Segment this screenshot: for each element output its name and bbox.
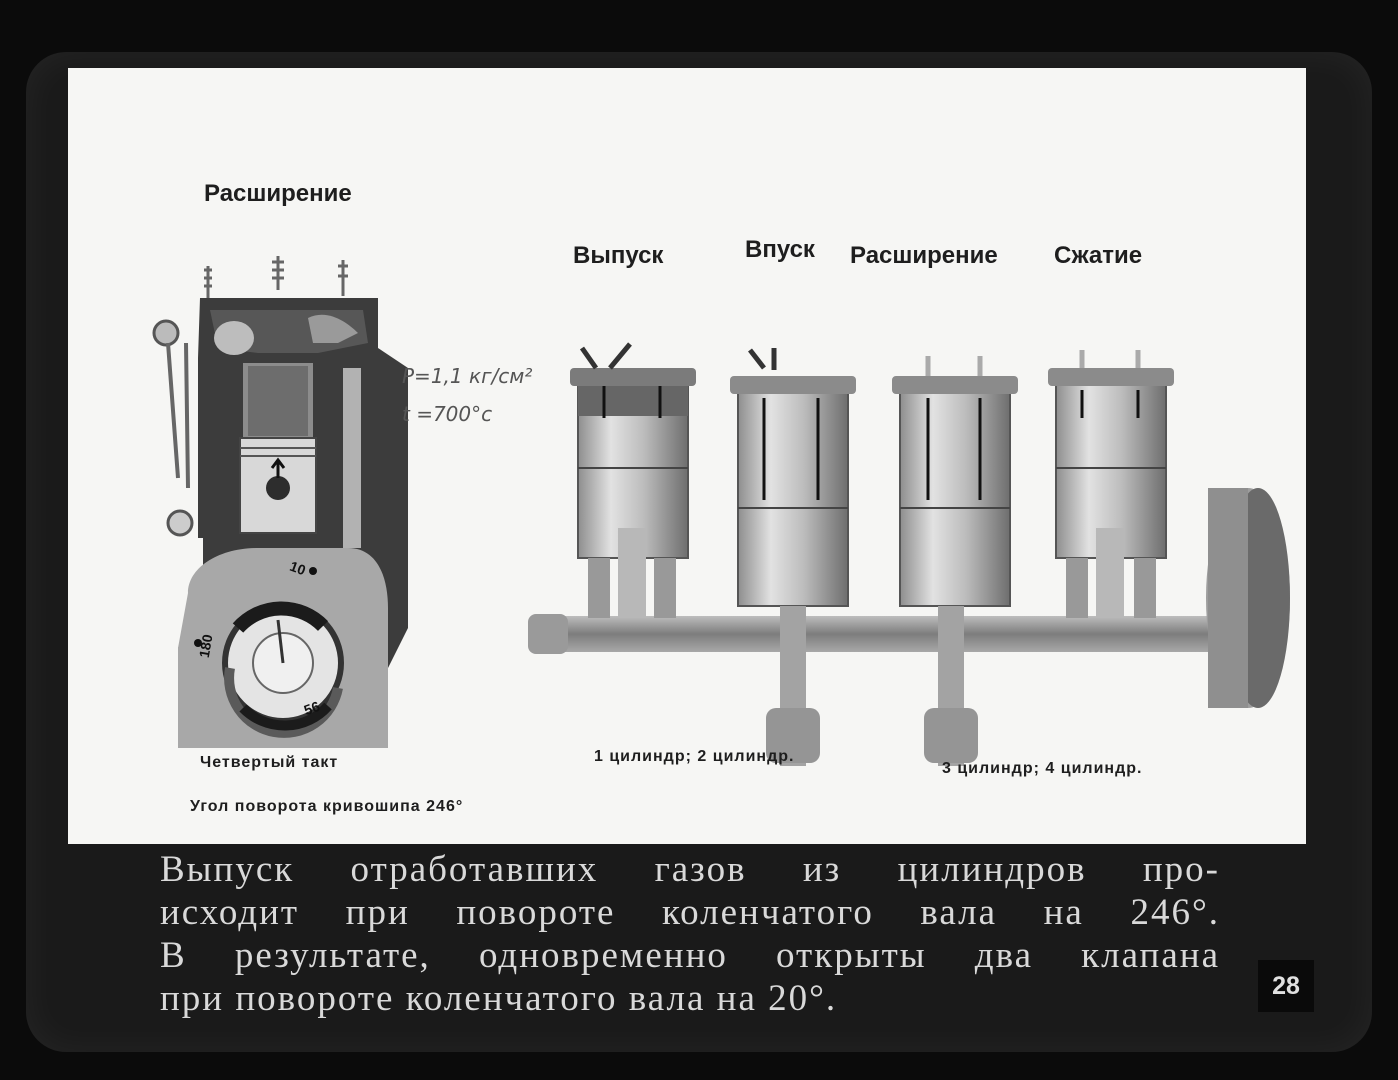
stroke-label-exhaust: Выпуск xyxy=(573,242,664,269)
cylinder-1 xyxy=(570,344,696,618)
dial-mark-180: 180 xyxy=(195,633,216,659)
cylinder-group-1-label: 1 цилиндр; 2 цилиндр. xyxy=(594,748,795,765)
diagram-panel xyxy=(68,68,1306,844)
caption-line-1: Выпуск отработавших газов из цилиндров про- xyxy=(160,849,1220,890)
cylinder-group-2-label: 3 цилиндр; 4 цилиндр. xyxy=(942,760,1143,777)
temperature-annotation: t =700°c xyxy=(402,402,493,426)
stroke-label-expansion: Расширение xyxy=(850,242,998,269)
left-stroke-title: Расширение xyxy=(204,180,352,207)
cylinder-3 xyxy=(892,356,1018,766)
stroke-label-compression: Сжатие xyxy=(1054,242,1143,269)
pressure-annotation: P=1,1 кг/см² xyxy=(402,364,533,388)
dial-mark-56: 56 xyxy=(301,697,322,719)
engine-cross-section xyxy=(148,248,438,748)
left-caption-stroke: Четвертый такт xyxy=(200,754,339,771)
page-number: 28 xyxy=(1258,960,1314,1012)
stroke-label-intake: Впуск xyxy=(745,236,815,263)
four-cylinder-diagram xyxy=(518,278,1298,768)
caption-line-2: исходит при повороте коленчатого вала на 246°. xyxy=(160,892,1220,933)
cylinder-2 xyxy=(730,348,856,766)
caption-line-4: при повороте коленчатого вала на 20°. xyxy=(160,978,838,1019)
slide-caption xyxy=(160,848,1220,1020)
caption-line-3: В результате, одновременно открыты два клапана xyxy=(160,935,1220,976)
dial-mark-10: 10 xyxy=(287,557,308,579)
left-caption-angle: Угол поворота кривошипа 246° xyxy=(190,798,464,815)
cylinder-4 xyxy=(1048,350,1174,618)
